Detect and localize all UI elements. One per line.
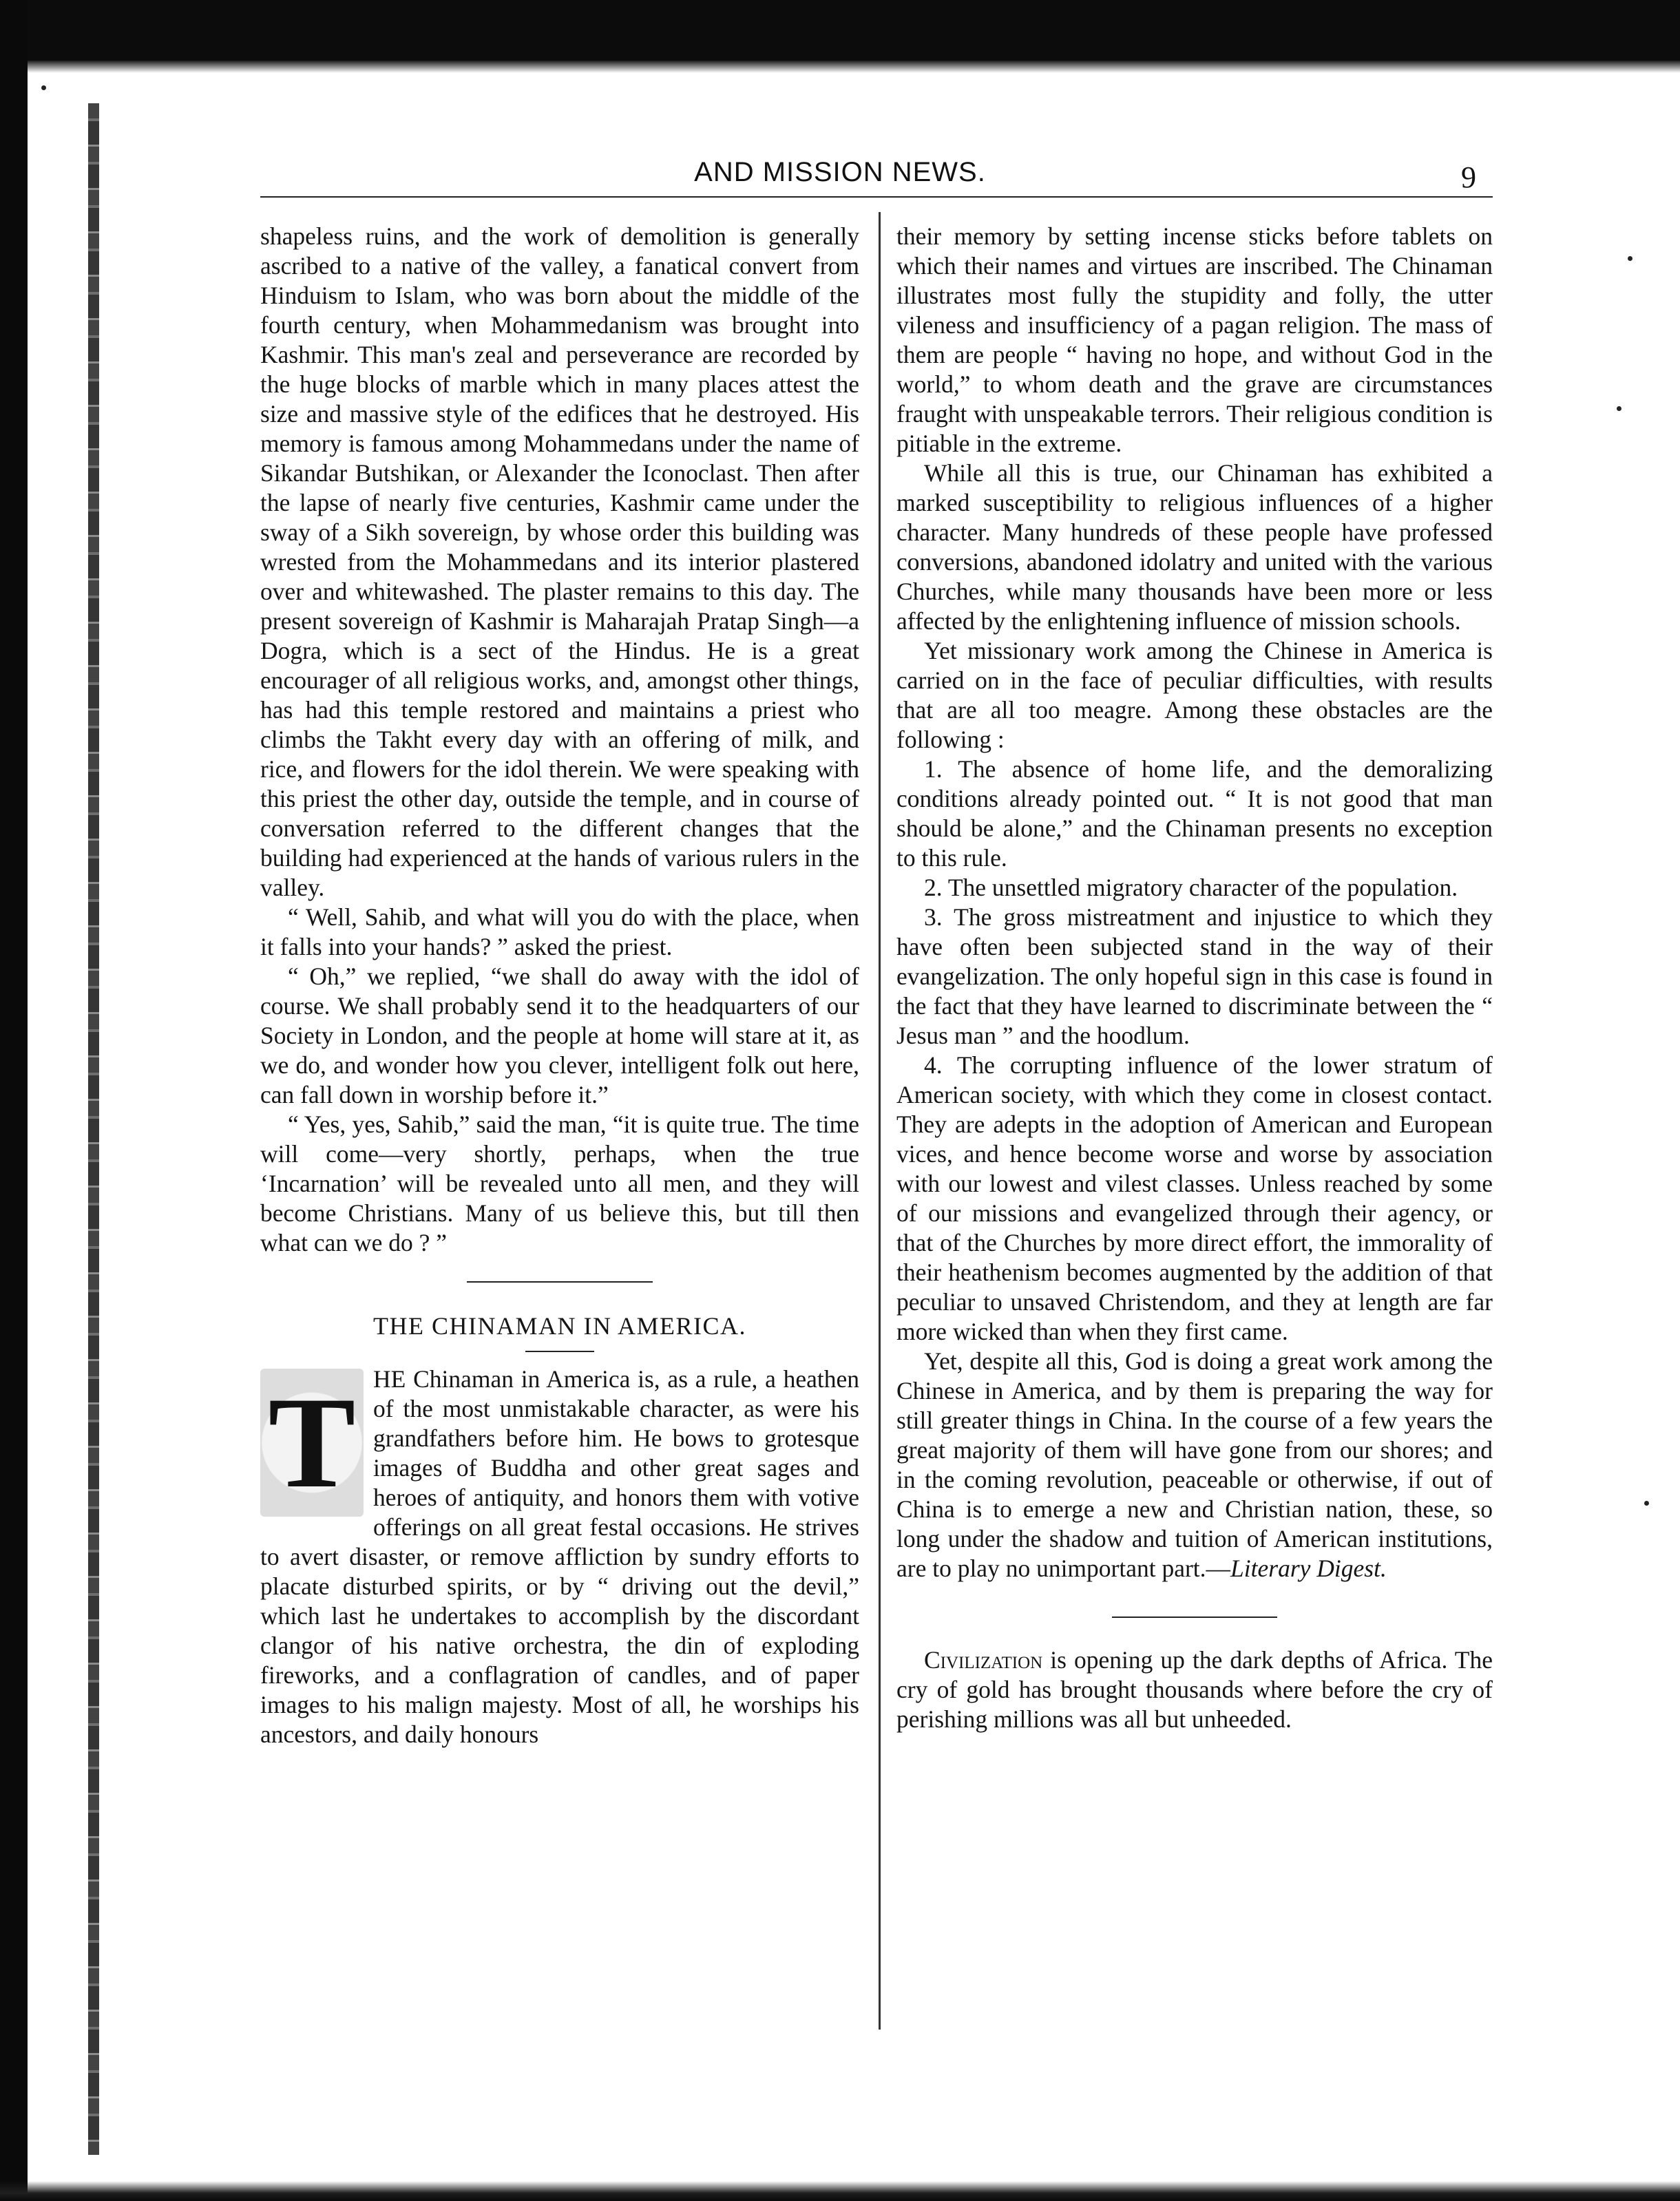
section-separator <box>1112 1616 1277 1618</box>
paragraph: 1. The absence of home life, and the demoralizing conditions already pointed out. “ It is not good that man should be alone,” and the Chinaman presents no exception to this rule. <box>896 755 1493 872</box>
scan-speck <box>1617 406 1621 411</box>
paragraph: While all this is true, our Chinaman has exhibited a marked susceptibility to religious influences of a higher character. Many hundreds of these people have professed conversions, abandoned idolatry and united with the various Churches, while many thousands have been more or less affected by the enlightening influence of mission schools. <box>896 459 1493 635</box>
paragraph <box>896 1347 1493 1583</box>
scan-speck <box>1644 1501 1649 1506</box>
header-rule <box>260 196 1493 198</box>
scan-top-shadow <box>0 61 1680 73</box>
running-title: AND MISSION NEWS. <box>694 157 986 187</box>
scan-top-edge <box>0 0 1680 61</box>
paragraph: their memory by setting incense sticks before tablets on which their names and virtues are inscribed. The Chinaman illustrates most fully the stupidity and folly, the utter vileness and insufficiency of a pagan religion. The mass of them are people “ having no hope, and without God in the world,” to whom death and the grave are circumstances fraught with unspeakable terrors. Their religious condition is pitiable in the extreme. <box>896 222 1493 457</box>
paragraph: 3. The gross mistreatment and injustice to which they have often been subjected stand in the way of their evangelization. The only hopeful sign in this case is found in the fact that they have learned to discriminate between the “ Jesus man ” and the hoodlum. <box>896 903 1493 1049</box>
section-separator <box>467 1281 653 1283</box>
scan-speck <box>1628 256 1632 261</box>
drop-cap: T <box>260 1369 364 1517</box>
lead-word: Civilization <box>924 1646 1043 1674</box>
paragraph <box>896 1645 1493 1734</box>
right-column <box>896 222 1493 1734</box>
paragraph: “ Well, Sahib, and what will you do with the place, when it falls into your hands? ” asked the priest. <box>260 903 859 960</box>
paragraph: “ Oh,” we replied, “we shall do away with the idol of course. We shall probably send it to the headquarters of our Society in London, and the people at home will stare at it, as we do, and wonder how you clever, intelligent folk out here, can fall down in worship before it.” <box>260 962 859 1108</box>
scan-speck <box>41 85 46 90</box>
article-title: THE CHINAMAN IN AMERICA. <box>373 1312 746 1340</box>
scan-left-edge <box>0 0 28 2201</box>
column-divider <box>879 212 881 2030</box>
page-number: 9 <box>1461 160 1476 194</box>
paragraph-text: Yet, despite all this, God is doing a great work among the Chinese in America, and by them is preparing the way for still greater things in China. In the course of a few years the great majority of them will have gone from our shores; and in the coming revolution, peaceable or otherwise, if out of China is to emerge a new and Christian nation, these, so long under the shadow and tuition of American institutions, are to play no unimportant part.— <box>896 1347 1493 1582</box>
paragraph: shapeless ruins, and the work of demolition is generally ascribed to a native of the valley, a fanatical convert from Hinduism to Islam, who was born about the middle of the fourth century, when Mohammedanism was brought into Kashmir. This man's zeal and perseverance are recorded by the huge blocks of marble which in many places attest the size and massive style of the edifices that he destroyed. His memory is famous among Mohammedans under the name of Sikandar Butshikan, or Alexander the Iconoclast. Then after the lapse of nearly five centuries, Kashmir came under the sway of a Sikh sovereign, by whose order this building was wrested from the Mohammedans and its interior plastered over and whitewashed. The plaster remains to this day. The present sovereign of Kashmir is Maharajah Pratap Singh—a Dogra, which is a sect of the Hindus. He is a great encourager of all religious works, and, amongst other things, has had this temple restored and maintains a priest who climbs the Takht every day with an offering of milk, and rice, and flowers for the idol therein. We were speaking with this priest the other day, outside the temple, and in course of conversation referred to the different changes that the building had experienced at the hands of various rulers in the valley. <box>260 222 859 901</box>
paragraph-text: is opening up the dark depths of Africa. The cry of gold has brought thousands where before the cry of perishing millions was all but unheeded. <box>896 1646 1493 1733</box>
paragraph: 2. The unsettled migratory character of the population. <box>924 874 1458 901</box>
paragraph-text: HE Chinaman in America is, as a rule, a heathen of the most unmistakable character, as were his grandfathers before him. He bows to grotesque images of Buddha and other great sages and heroes of antiquity, and honors them with votive offerings on all great festal occasions. He strives to avert disaster, or remove affliction by sundry efforts to placate disturbed spirits, or by “ driving out the devil,” which last he undertakes to accomplish by the discordant clangor of his native orchestra, the din of exploding fireworks, and a conflagration of candles, and of paper images to his malign majesty. Most of all, he worships his ancestors, and daily honours <box>260 1365 859 1748</box>
source-citation: Literary Digest. <box>1230 1555 1387 1582</box>
left-column <box>260 222 859 1749</box>
paragraph: Yet missionary work among the Chinese in America is carried on in the face of peculiar difficulties, with results that are all too meagre. Among these obstacles are the following : <box>896 637 1493 753</box>
binding-edge <box>88 103 99 2155</box>
article-opening-paragraph <box>260 1365 859 1749</box>
paragraph: “ Yes, yes, Sahib,” said the man, “it is quite true. The time will come—very shortly, perhaps, when the true ‘Incarnation’ will be revealed unto all men, and they will become Christians. Many of us believe this, but till then what can we do ? ” <box>260 1110 859 1256</box>
scan-bottom-edge <box>0 2181 1680 2201</box>
title-rule <box>525 1351 594 1352</box>
paragraph: 4. The corrupting influence of the lower stratum of American society, with which they come in closest contact. They are adepts in the adoption of American and European vices, and hence become worse and worse by association with our lowest and vilest classes. Unless reached by some of our missions and evangelized through their agency, or that of the Churches by more direct effort, the immorality of their heathenism becomes augmented by the addition of that peculiar to unsaved Christendom, and they at length are far more wicked than when they first came. <box>896 1051 1493 1345</box>
